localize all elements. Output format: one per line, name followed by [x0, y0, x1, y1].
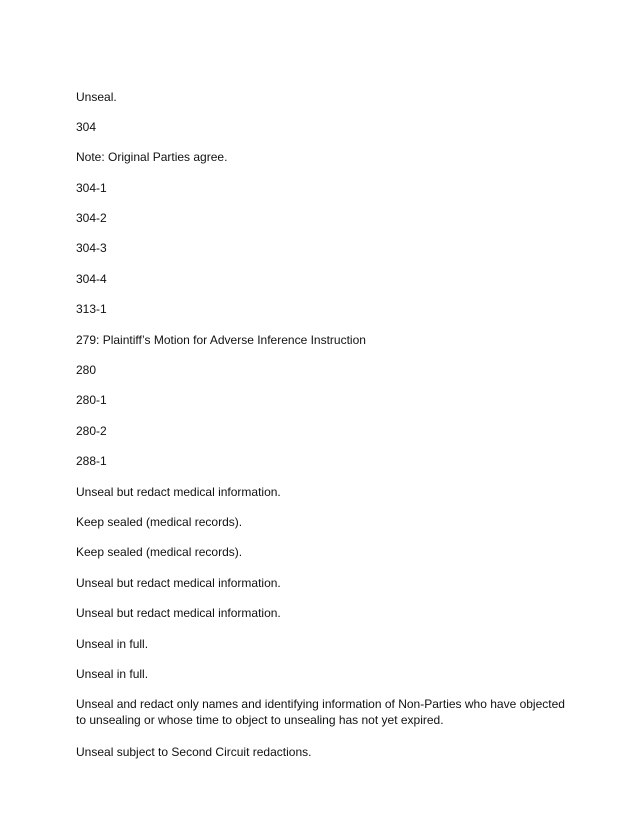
text-line: 280 — [76, 363, 97, 377]
text-line: 288-1 — [76, 454, 107, 468]
text-line: Unseal but redact medical information. — [76, 576, 281, 590]
text-line: 304-2 — [76, 211, 107, 225]
text-line: 304-1 — [76, 181, 107, 195]
text-line: 280-2 — [76, 424, 107, 438]
text-line: 304-3 — [76, 241, 107, 255]
text-line: Keep sealed (medical records). — [76, 545, 243, 559]
text-line: Unseal but redact medical information. — [76, 606, 281, 620]
text-line: 313-1 — [76, 302, 107, 316]
text-line: Unseal subject to Second Circuit redactions. — [76, 745, 312, 759]
text-line: Unseal in full. — [76, 667, 149, 681]
text-line: 279: Plaintiff’s Motion for Adverse Inference Instruction — [76, 333, 366, 347]
text-line: Unseal in full. — [76, 637, 149, 651]
text-line: Unseal. — [76, 90, 117, 104]
text-line: 304 — [76, 120, 97, 134]
text-line: 280-1 — [76, 393, 107, 407]
text-line: Note: Original Parties agree. — [76, 150, 228, 164]
text-line: 304-4 — [76, 272, 107, 286]
text-line: Unseal but redact medical information. — [76, 485, 281, 499]
text-line: Unseal and redact only names and identifying information of Non-Parties who have objected to unsealing or whose time to object to unsealing has not yet expired. — [76, 697, 565, 727]
text-line: Keep sealed (medical records). — [76, 515, 243, 529]
